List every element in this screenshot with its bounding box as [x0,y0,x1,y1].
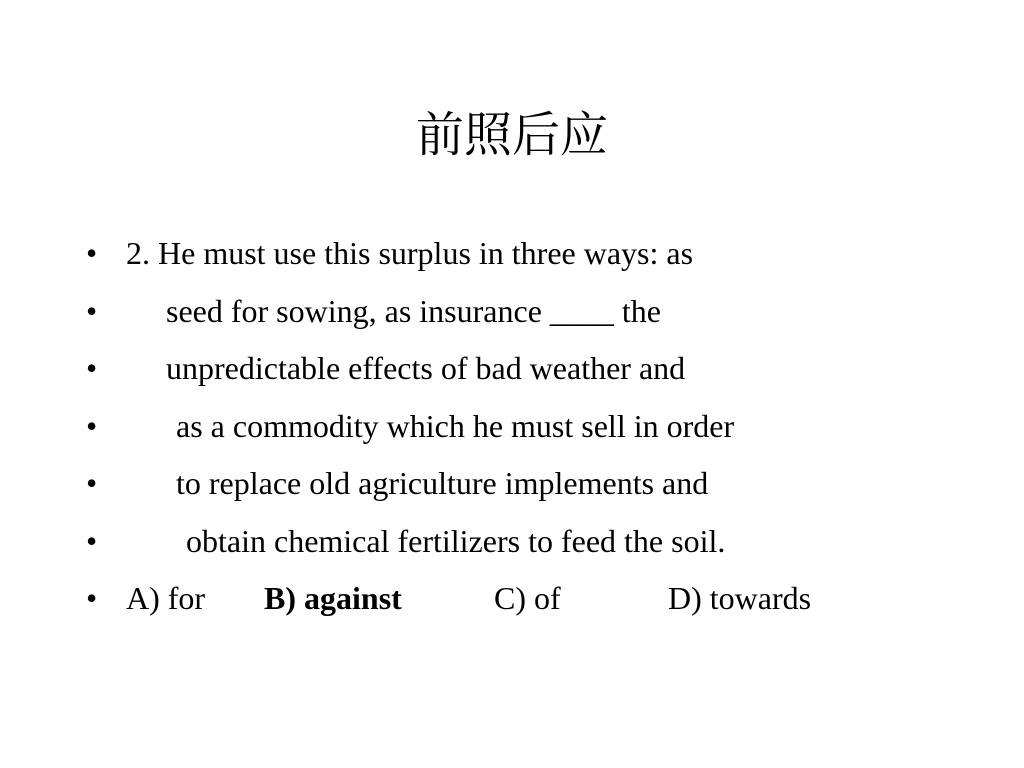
question-line-6: obtain chemical fertilizers to feed the soil. [186,522,726,559]
slide-title: 前照后应 [415,107,608,163]
question-line-3: unpredictable effects of bad weather and [166,350,686,386]
answer-options [86,570,986,628]
bullet-icon: • [86,522,98,559]
list-item [86,513,986,571]
list-item [86,398,986,456]
bullet-icon: • [86,407,98,444]
list-item [86,225,986,283]
list-item [86,283,986,341]
list-item [86,340,986,398]
question-line-2: seed for sowing, as insurance ____ the [166,292,661,329]
bullet-icon: • [86,292,98,329]
bullet-icon: • [86,580,98,616]
question-line-1: 2. He must use this surplus in three ways: as [126,235,694,271]
list-item [86,455,986,513]
bullet-list [86,225,986,628]
option-a: A) for [126,580,206,616]
bullet-icon: • [86,350,98,386]
option-d: D) towards [668,580,812,616]
option-b-correct: B) against [264,580,402,616]
option-c: C) of [494,580,561,616]
bullet-icon: • [86,465,98,501]
question-line-4: as a commodity which he must sell in order [176,407,735,444]
question-line-5: to replace old agriculture implements and [176,465,709,501]
bullet-icon: • [86,235,98,271]
